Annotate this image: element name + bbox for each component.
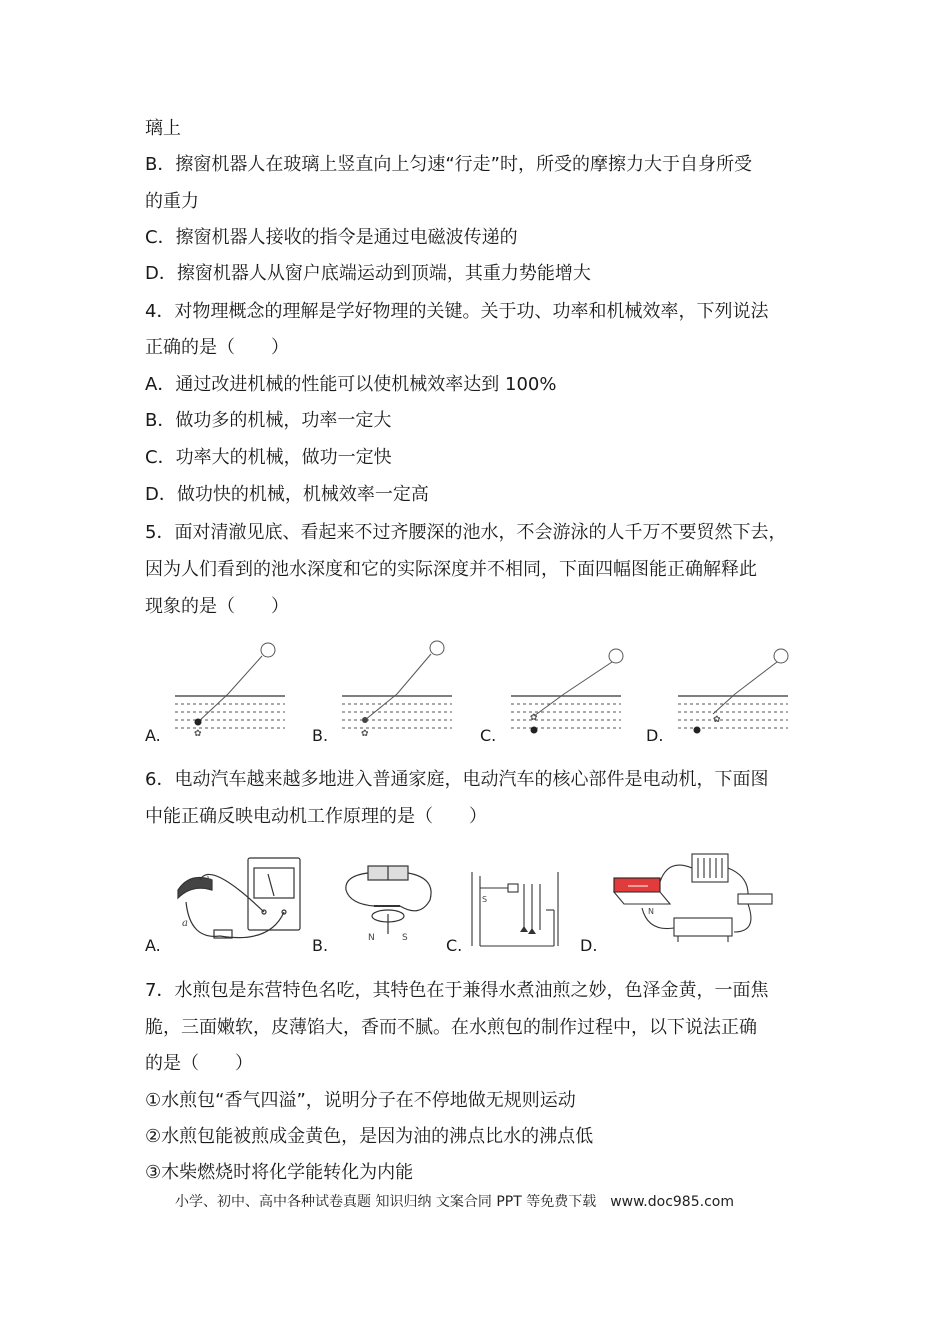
q6-figure-d xyxy=(608,848,778,948)
question-5: 5．面对清澈见底、看起来不过齐腰深的池水，不会游泳的人千万不要贸然下去， xyxy=(145,522,787,543)
svg-text:✿: ✿ xyxy=(361,729,369,739)
q6-label-a: A. xyxy=(145,936,161,955)
q6-figure-b xyxy=(340,858,440,948)
fig-label-n2: N xyxy=(648,907,654,916)
q6-figure-c xyxy=(468,870,564,950)
svg-text:✿: ✿ xyxy=(530,713,538,723)
q5-label-b: B. xyxy=(312,726,329,745)
q6-label-c: C. xyxy=(446,936,463,955)
text-line: 璃上 xyxy=(145,118,181,139)
text-line: 因为人们看到的池水深度和它的实际深度并不相同，下面四幅图能正确解释此 xyxy=(145,559,757,580)
q5-label-a: A. xyxy=(145,726,161,745)
q5-figure-b xyxy=(337,636,457,746)
q6-figure-a xyxy=(170,850,310,950)
text-line: 的是（ ） xyxy=(145,1053,253,1074)
q5-figure-c xyxy=(506,636,626,746)
footer: 小学、初中、高中各种试卷真题 知识归纳 文案合同 PPT 等免费下载 www.doc985.com xyxy=(175,1194,734,1210)
svg-text:✿: ✿ xyxy=(194,729,202,739)
fig-label-s2: S xyxy=(482,895,488,904)
question-7: 7．水煎包是东营特色名吃，其特色在于兼得水煮油煎之妙，色泽金黄，一面焦 xyxy=(145,980,769,1001)
question-4: 4．对物理概念的理解是学好物理的关键。关于功、功率和机械效率，下列说法 xyxy=(145,301,769,322)
statement-1: ①水煎包“香气四溢”，说明分子在不停地做无规则运动 xyxy=(145,1090,576,1111)
statement-3: ③木柴燃烧时将化学能转化为内能 xyxy=(145,1162,414,1183)
text-line: 正确的是（ ） xyxy=(145,337,289,358)
option-d: D．做功快的机械，机械效率一定高 xyxy=(145,484,429,505)
text-line: 脆，三面嫩软，皮薄馅大，香而不腻。在水煎包的制作过程中，以下说法正确 xyxy=(145,1017,757,1038)
question-6: 6．电动汽车越来越多地进入普通家庭，电动汽车的核心部件是电动机，下面图 xyxy=(145,769,769,790)
q5-label-c: C. xyxy=(480,726,497,745)
option-b: B．做功多的机械，功率一定大 xyxy=(145,410,392,431)
svg-text:✿: ✿ xyxy=(713,715,721,725)
q5-figure-a xyxy=(170,636,290,746)
option-d: D．擦窗机器人从窗户底端运动到顶端，其重力势能增大 xyxy=(145,263,591,284)
option-c: C．功率大的机械，做功一定快 xyxy=(145,447,392,468)
text-line: 的重力 xyxy=(145,191,199,212)
option-c: C．擦窗机器人接收的指令是通过电磁波传递的 xyxy=(145,227,518,248)
q5-label-d: D. xyxy=(646,726,664,745)
fig-label-s: S xyxy=(402,933,408,943)
option-a: A．通过改进机械的性能可以使机械效率达到 100% xyxy=(145,374,557,395)
fig-label-n: N xyxy=(368,933,375,943)
option-b: B．擦窗机器人在玻璃上竖直向上匀速“行走”时，所受的摩擦力大于自身所受 xyxy=(145,154,752,175)
statement-2: ②水煎包能被煎成金黄色，是因为油的沸点比水的沸点低 xyxy=(145,1126,594,1147)
text-line: 现象的是（ ） xyxy=(145,596,289,617)
q6-label-d: D. xyxy=(580,936,598,955)
q6-label-b: B. xyxy=(312,936,329,955)
q5-figure-d xyxy=(673,636,793,746)
fig-label-b: b xyxy=(206,876,213,887)
fig-label-a: a xyxy=(182,918,188,929)
text-line: 中能正确反映电动机工作原理的是（ ） xyxy=(145,806,487,827)
